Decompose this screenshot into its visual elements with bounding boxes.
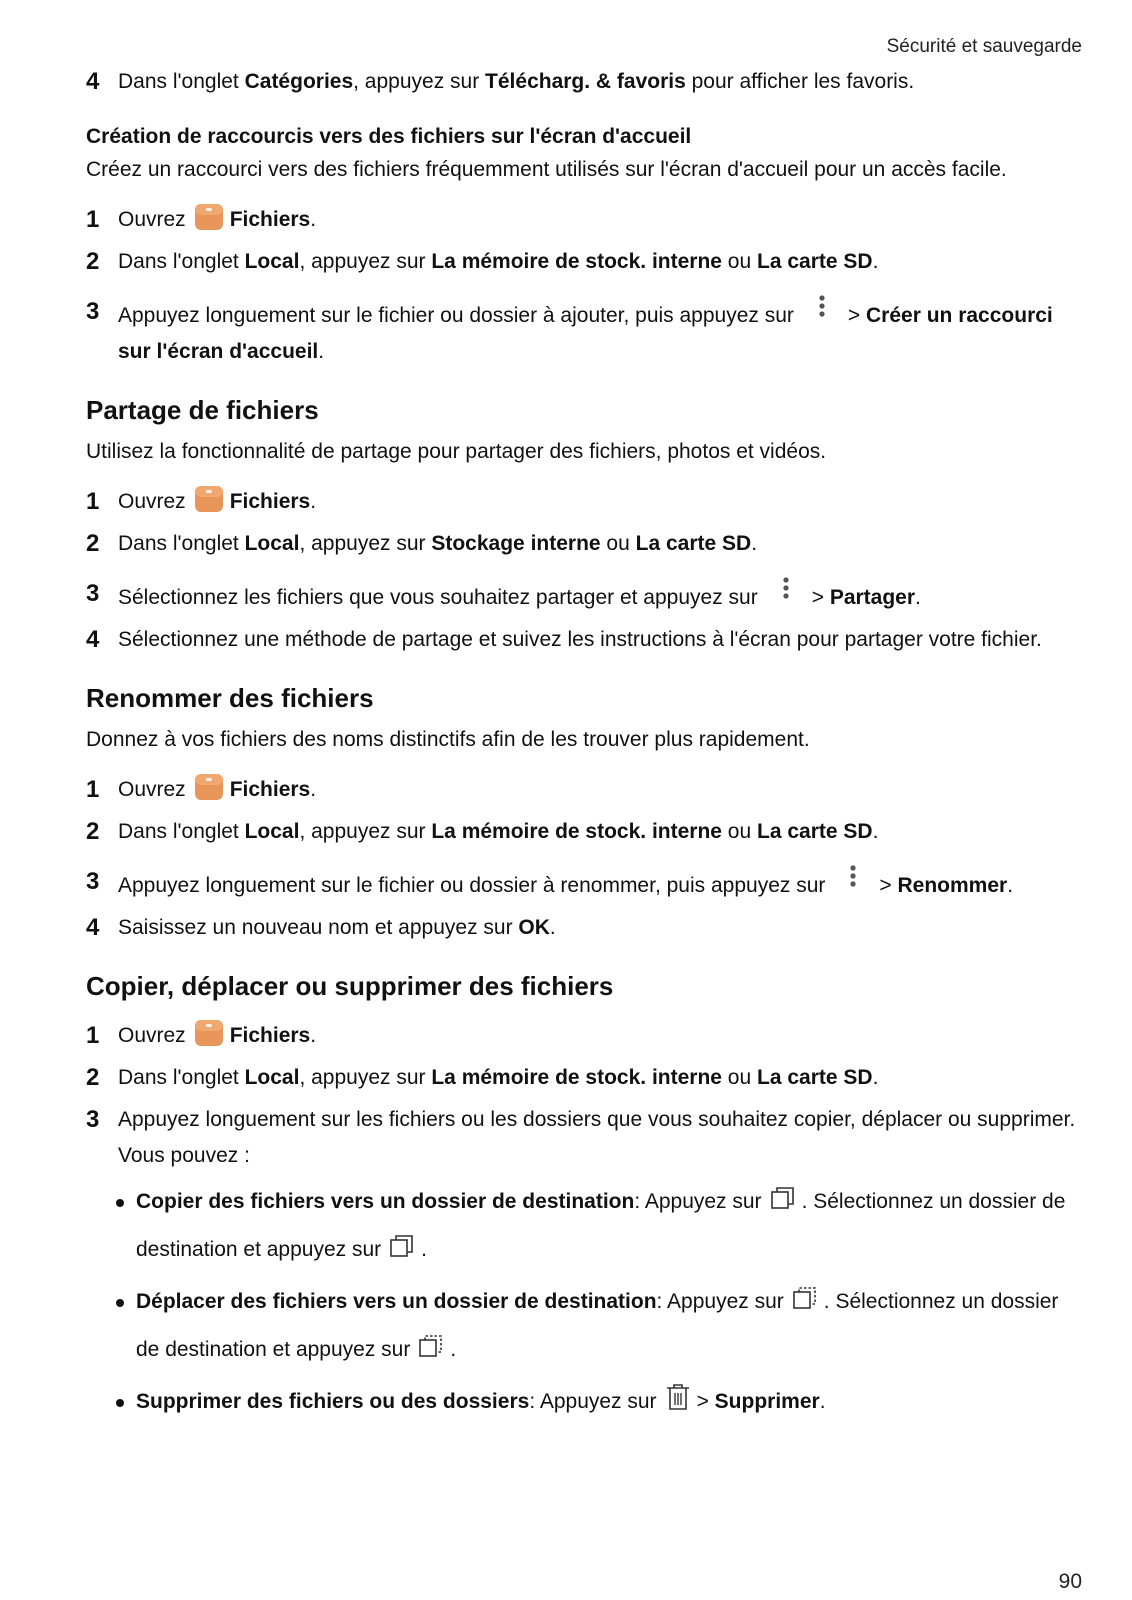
shortcut-step-3: 3 Appuyez longuement sur le fichier ou dossier à ajouter, puis appuyez sur > Créer un raccourci sur l'écran d'accueil.: [86, 294, 1076, 370]
copy-step-3: 3 Appuyez longuement sur les fichiers ou les dossiers que vous souhaitez copier, déplacer ou supprimer. Vous pouvez :: [86, 1106, 1076, 1167]
bullet-copy: Copier des fichiers vers un dossier de destination: Appuyez sur . Sélectionnez un dossier de destination et appuyez sur .: [86, 1178, 1076, 1274]
move-icon: [418, 1333, 444, 1359]
bullet-delete: Supprimer des fichiers ou des dossiers: Appuyez sur > Supprimer.: [86, 1378, 1076, 1426]
share-desc: Utilisez la fonctionnalité de partage pour partager des fichiers, photos et vidéos.: [86, 440, 827, 463]
move-icon: [792, 1285, 818, 1311]
page-content: [86, 64, 1076, 1426]
bullet-dot: [116, 1199, 124, 1207]
share-title: Partage de fichiers: [86, 395, 319, 425]
shortcut-desc: Créez un raccourci vers des fichiers fréquemment utilisés sur l'écran d'accueil pour un accès facile.: [86, 158, 1007, 181]
rename-desc: Donnez à vos fichiers des noms distinctifs afin de les trouver plus rapidement.: [86, 728, 810, 751]
bullet-dot: [116, 1299, 124, 1307]
shortcut-step-2: 2 Dans l'onglet Local, appuyez sur La mémoire de stock. interne ou La carte SD.: [86, 248, 879, 275]
rename-step-4: 4 Saisissez un nouveau nom et appuyez sur OK.: [86, 914, 556, 941]
rename-step-1: 1 Ouvrez Fichiers.: [86, 772, 1076, 808]
bullet-move: Déplacer des fichiers vers un dossier de destination: Appuyez sur . Sélectionnez un dossier de destination et appuyez sur .: [86, 1278, 1076, 1374]
more-vertical-icon: [818, 294, 826, 320]
copy-icon: [389, 1233, 415, 1259]
running-header: Sécurité et sauvegarde: [886, 36, 1082, 57]
rename-title: Renommer des fichiers: [86, 683, 374, 713]
files-app-icon: [194, 772, 224, 802]
share-step-1: 1 Ouvrez Fichiers.: [86, 484, 1076, 520]
more-vertical-icon: [849, 864, 857, 890]
page-number: 90: [1058, 1570, 1082, 1593]
share-step-2: 2 Dans l'onglet Local, appuyez sur Stockage interne ou La carte SD.: [86, 530, 758, 557]
shortcut-title: Création de raccourcis vers des fichiers sur l'écran d'accueil: [86, 125, 692, 148]
files-app-icon: [194, 484, 224, 514]
files-app-icon: [194, 1018, 224, 1048]
copy-title: Copier, déplacer ou supprimer des fichiers: [86, 971, 614, 1001]
bullet-dot: [116, 1399, 124, 1407]
intro-step: 4 Dans l'onglet Catégories, appuyez sur Télécharg. & favoris pour afficher les favoris.: [86, 68, 915, 95]
share-step-3: 3 Sélectionnez les fichiers que vous souhaitez partager et appuyez sur > Partager.: [86, 576, 1076, 616]
files-app-icon: [194, 202, 224, 232]
trash-icon: [665, 1383, 691, 1411]
copy-icon: [770, 1185, 796, 1211]
copy-step-1: 1 Ouvrez Fichiers.: [86, 1018, 1076, 1054]
share-step-4: 4 Sélectionnez une méthode de partage et suivez les instructions à l'écran pour partager votre fichier.: [86, 626, 1042, 653]
more-vertical-icon: [782, 576, 790, 602]
rename-step-3: 3 Appuyez longuement sur le fichier ou dossier à renommer, puis appuyez sur > Renommer.: [86, 864, 1076, 904]
rename-step-2: 2 Dans l'onglet Local, appuyez sur La mémoire de stock. interne ou La carte SD.: [86, 818, 879, 845]
copy-step-2: 2 Dans l'onglet Local, appuyez sur La mémoire de stock. interne ou La carte SD.: [86, 1064, 879, 1091]
shortcut-step-1: 1 Ouvrez Fichiers.: [86, 202, 1076, 238]
